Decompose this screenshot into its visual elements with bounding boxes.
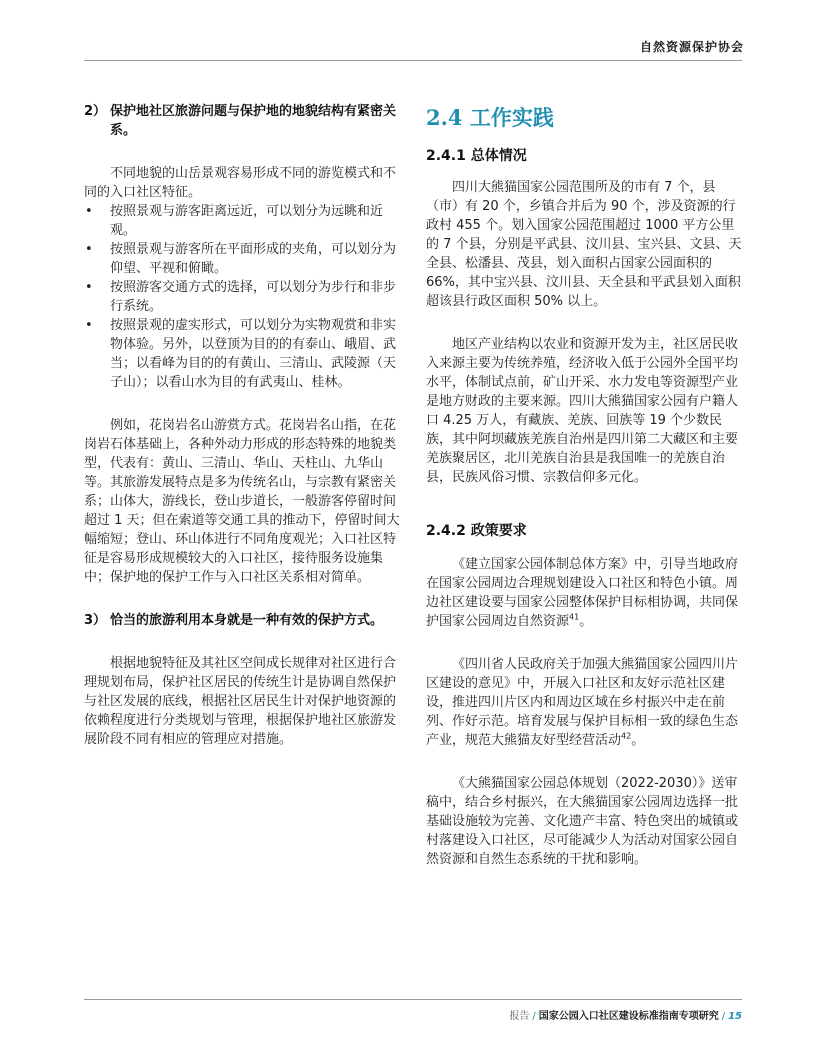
bullet-icon: • bbox=[85, 204, 93, 219]
right-column bbox=[426, 104, 742, 869]
footer-separator: / bbox=[721, 1011, 726, 1022]
footnote-ref: 41 bbox=[569, 612, 580, 622]
item-3-number: 3） bbox=[84, 613, 107, 628]
header-divider bbox=[84, 60, 742, 61]
footer-report-title: 国家公园入口社区建设标准指南专项研究 bbox=[538, 1011, 719, 1022]
list-item: • 按照游客交通方式的选择，可以划分为步行和非步行系统。 bbox=[85, 280, 397, 314]
item-2-title: 保护地社区旅游问题与保护地的地貌结构有紧密关系。 bbox=[110, 104, 397, 138]
footer-divider bbox=[84, 999, 742, 1000]
paragraph-policy-master-plan: 《大熊猫国家公园总体规划（2022-2030）》送审稿中，结合乡村振兴，在大熊猫国家公园周边选择一批基础设施较为完善、文化遗产丰富、特色突出的城镇或村落建设入口社区，尽可能减少人为活动对国家公园自然资源和自然生态系统的干扰和影响。 bbox=[426, 776, 739, 867]
page-number: 15 bbox=[728, 1011, 742, 1022]
paragraph-granite-mountains: 例如，花岗岩名山游赏方式。花岗岩名山指，在花岗岩石体基础上，各种外动力形成的形态特殊的地貌类型，代表有：黄山、三清山、华山、天柱山、九华山等。其旅游发展特点是多为传统名山，与宗教有紧密关系；山体大，游线长，登山步道长，一般游客停留时间超过 1 天；但在索道等交通工具的推动下，停留时间大幅缩短；登山、环山体进行不同角度观光；入口社区特征是容易形成规模较大的入口社区，接待服务设施集中；保护地的保护工作与入口社区关系相对简单。 bbox=[84, 418, 400, 585]
item-3-title: 恰当的旅游利用本身就是一种有效的保护方式。 bbox=[110, 613, 384, 628]
paragraph-policy-national: 《建立国家公园体制总体方案》中，引导当地政府在国家公园周边合理规划建设入口社区和特色小镇。周边社区建设要与国家公园整体保护目标相协调，共同保护国家公园周边自然资源$^{41}$。 bbox=[426, 557, 739, 629]
subsection-title-overview: 2.4.1 总体情况 bbox=[426, 148, 527, 164]
footnote-ref: 42 bbox=[621, 731, 632, 741]
left-column bbox=[84, 102, 400, 749]
bullet-icon: • bbox=[85, 318, 93, 333]
list-item: • 按照景观与游客距离远近，可以划分为远眺和近观。 bbox=[85, 204, 384, 238]
bullet-icon: • bbox=[85, 242, 93, 257]
footer-separator: / bbox=[532, 1011, 536, 1022]
paragraph-park-scope: 四川大熊猫国家公园范围所及的市有 7 个，县（市）有 20 个，乡镇合并后为 90 个，涉及资源的行政村 455 个。划入国家公园范围超过 1000 平方公里的 7 个县，分别是平武县、汶川县、宝兴县、文县、天全县、松潘县、茂县，划入面积占国家公园面积的 66%，其中宝兴县、汶川县、天全县和平武县划入面积超该县行政区面积 50% 以上。 bbox=[426, 180, 742, 309]
page-footer bbox=[509, 1007, 742, 1022]
bullet-icon: • bbox=[85, 280, 93, 295]
list-item: • 按照景观与游客所在平面形成的夹角，可以划分为仰望、平视和俯瞰。 bbox=[85, 242, 397, 276]
paragraph-planning-layout: 根据地貌特征及其社区空间成长规律对社区进行合理规划布局，保护社区居民的传统生计是协调自然保护与社区发展的底线，根据社区居民生计对保护地资源的依赖程度进行分类规划与管理，根据保护地社区旅游发展阶段不同有相应的管理应对措施。 bbox=[84, 656, 397, 747]
paragraph-landform-intro: 不同地貌的山岳景观容易形成不同的游览模式和不同的入口社区特征。 bbox=[84, 166, 397, 200]
header-org-name: 自然资源保护协会 bbox=[639, 40, 744, 54]
item-2-number: 2） bbox=[84, 104, 107, 119]
section-title: 2.4 工作实践 bbox=[426, 105, 554, 130]
subsection-title-policy: 2.4.2 政策要求 bbox=[426, 523, 527, 539]
item-3-heading bbox=[84, 611, 400, 630]
footer-report-label: 报告 bbox=[509, 1011, 530, 1022]
list-item: • 按照景观的虚实形式，可以划分为实物观赏和非实物体验。另外，以登顶为目的的有泰山、峨眉、武当；以看峰为目的的有黄山、三清山、武陵源（天子山）；以看山水为目的有武夷山、桂林。 bbox=[85, 318, 397, 390]
paragraph-industry-structure: 地区产业结构以农业和资源开发为主，社区居民收入来源主要为传统养殖，经济收入低于公园外全国平均水平，体制试点前，矿山开采、水力发电等资源型产业是地方财政的主要来源。四川大熊猫国家公园有户籍人口 4.25 万人，有藏族、羌族、回族等 19 个少数民族，其中阿坝藏族羌族自治州是四川第二大藏区和主要羌族聚居区，北川羌族自治县是我国唯一的羌族自治县，民族风俗习惯、宗教信仰多元化。 bbox=[426, 337, 739, 485]
landform-bullet-list bbox=[84, 202, 400, 392]
item-2-heading bbox=[84, 102, 400, 140]
paragraph-policy-sichuan: 《四川省人民政府关于加强大熊猫国家公园四川片区建设的意见》中，开展入口社区和友好示范社区建设，推进四川片区内和周边区域在乡村振兴中走在前列、作好示范。培育发展与保护目标相一致的绿色生态产业，规范大熊猫友好型经营活动$^{42}$。 bbox=[426, 657, 739, 748]
